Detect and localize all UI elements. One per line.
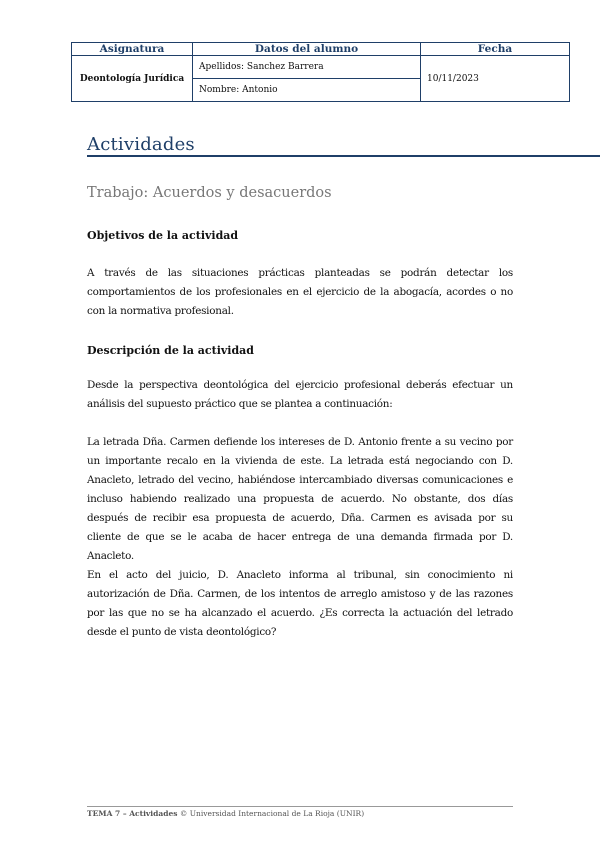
page-footer (87, 809, 364, 818)
objectives-heading: Objetivos de la actividad (87, 229, 239, 242)
footer-divider (87, 806, 513, 807)
activity-subtitle: Trabajo: Acuerdos y desacuerdos (87, 185, 332, 201)
subject-value: Deontología Jurídica (72, 56, 193, 102)
name-value: Nombre: Antonio (193, 79, 421, 102)
header-col-student: Datos del alumno (193, 43, 421, 56)
surnames-value: Apellidos: Sanchez Barrera (193, 56, 421, 79)
date-value: 10/11/2023 (421, 56, 570, 102)
description-intro: Desde la perspectiva deontológica del ejercicio profesional deberás efectuar un análisis del supuesto práctico que se plantea a continuación: (87, 379, 513, 410)
case-paragraph-2: En el acto del juicio, D. Anacleto informa al tribunal, sin conocimiento ni autorización de Dña. Carmen, de los intentos de arreglo amistoso y de las razones por las que no se ha alcanzado el acuerdo. ¿Es correcta la actuación del letrado desde el punto de vista deontológico? (87, 569, 513, 638)
footer-copyright: © Universidad Internacional de La Rioja (UNIR) (177, 809, 365, 818)
section-title: Actividades (87, 134, 195, 155)
description-heading: Descripción de la actividad (87, 344, 254, 357)
section-divider (87, 155, 600, 157)
footer-topic: TEMA 7 – Actividades (87, 809, 178, 818)
header-col-subject: Asignatura (72, 43, 193, 56)
header-col-date: Fecha (421, 43, 570, 56)
objectives-text: A través de las situaciones prácticas planteadas se podrán detectar los comportamientos de los profesionales en el ejercicio de la abogacía, acordes o no con la normativa profesional. (87, 267, 513, 317)
case-paragraph-1: La letrada Dña. Carmen defiende los intereses de D. Antonio frente a su vecino por un importante recalo en la vivienda de este. La letrada está negociando con D. Anacleto, letrado del vecino, habiéndose intercambiado diversas comunicaciones e incluso habiendo realizado una propuesta de acuerdo. No obstante, dos días después de recibir esa propuesta de acuerdo, Dña. Carmen es avisada por su cliente de que se le acaba de hacer entrega de una demanda firmada por D. Anacleto. (87, 436, 513, 562)
header-table (71, 42, 570, 102)
